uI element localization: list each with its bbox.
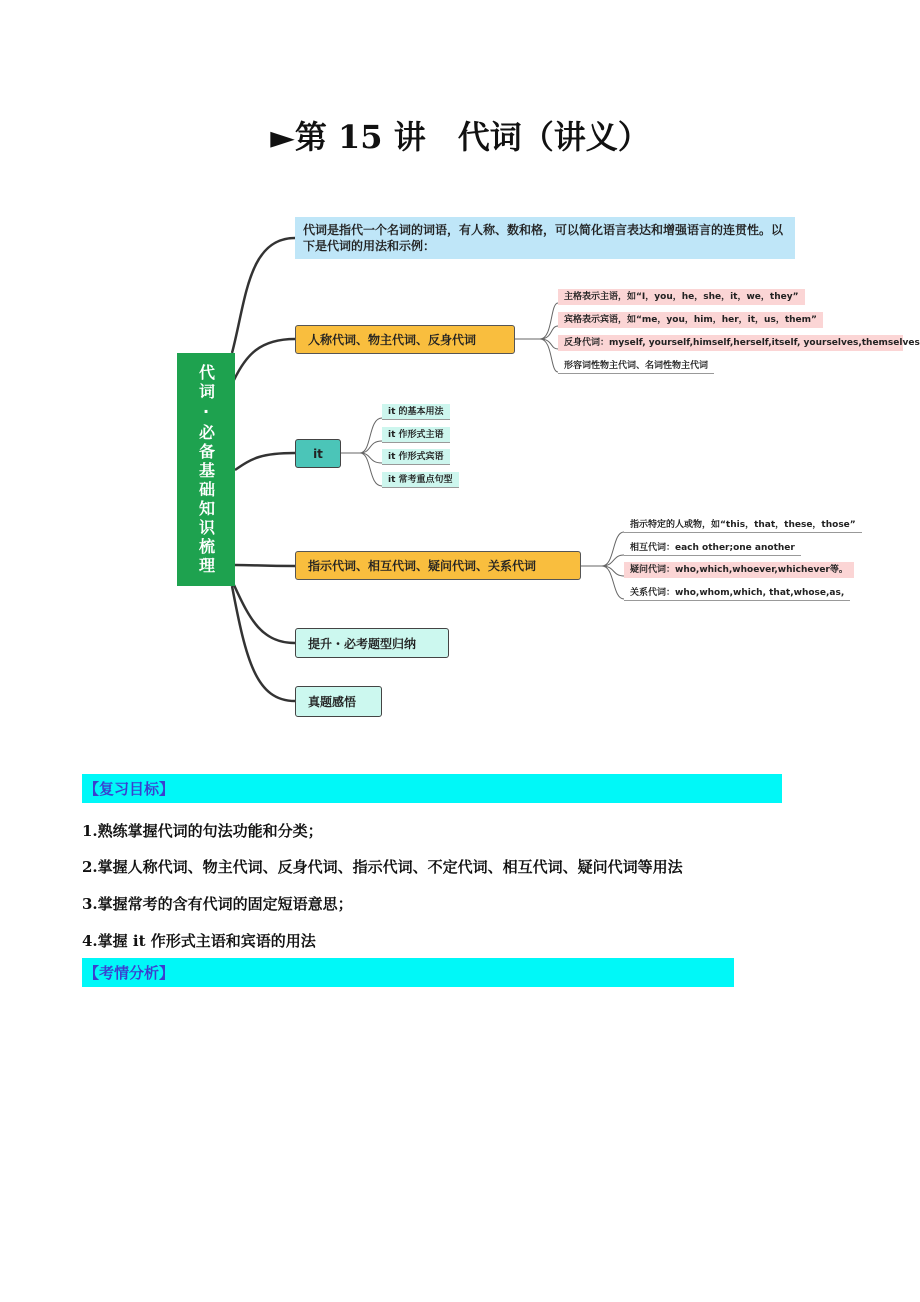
- goal-item-2: 2.掌握人称代词、物主代词、反身代词、指示代词、不定代词、相互代词、疑问代词等用法: [82, 858, 683, 876]
- leaf-it-patterns: it 常考重点句型: [382, 472, 459, 488]
- goal-item-4: 4.掌握 it 作形式主语和宾语的用法: [82, 932, 316, 950]
- branch-demonstrative-pronouns: 指示代词、相互代词、疑问代词、关系代词: [295, 551, 581, 580]
- section-heading-review-goals: 【复习目标】: [82, 774, 782, 803]
- leaf-it-formal-subject: it 作形式主语: [382, 427, 450, 443]
- goal-item-3: 3.掌握常考的含有代词的固定短语意思；: [82, 895, 353, 913]
- leaf-interrogative: 疑问代词：who,which,whoever,whichever等。: [624, 562, 854, 578]
- leaf-relative: 关系代词：who,whom,which, that,whose,as,: [624, 585, 850, 601]
- leaf-possessive: 形容词性物主代词、名词性物主代词: [558, 358, 714, 374]
- branch-exam-types: 提升・必考题型归纳: [295, 628, 449, 658]
- branch-personal-pronouns: 人称代词、物主代词、反身代词: [295, 325, 515, 354]
- leaf-demonstrative: 指示特定的人或物，如“this，that，these，those”: [624, 517, 862, 533]
- leaf-it-basic: it 的基本用法: [382, 404, 450, 420]
- branch-real-questions: 真题感悟: [295, 686, 382, 717]
- leaf-objective: 宾格表示宾语，如“me，you，him，her，it，us，them”: [558, 312, 823, 328]
- leaf-nominative: 主格表示主语，如“I，you，he，she，it，we，they”: [558, 289, 805, 305]
- intro-node: 代词是指代一个名词的词语，有人称、数和格，可以简化语言表达和增强语言的连贯性。以下是代词的用法和示例：: [295, 217, 795, 259]
- page-title: ►第 15 讲 代词（讲义）: [270, 118, 650, 156]
- leaf-it-formal-object: it 作形式宾语: [382, 449, 450, 465]
- leaf-reciprocal: 相互代词：each other;one another: [624, 540, 801, 556]
- mindmap-root: 代词·必备基础知识梳理: [177, 353, 235, 586]
- leaf-reflexive: 反身代词：myself, yourself,himself,herself,itself, yourselves,themselves: [558, 335, 903, 351]
- branch-it: it: [295, 439, 341, 468]
- section-heading-exam-analysis: 【考情分析】: [82, 958, 734, 987]
- goal-item-1: 1.熟练掌握代词的句法功能和分类；: [82, 822, 323, 840]
